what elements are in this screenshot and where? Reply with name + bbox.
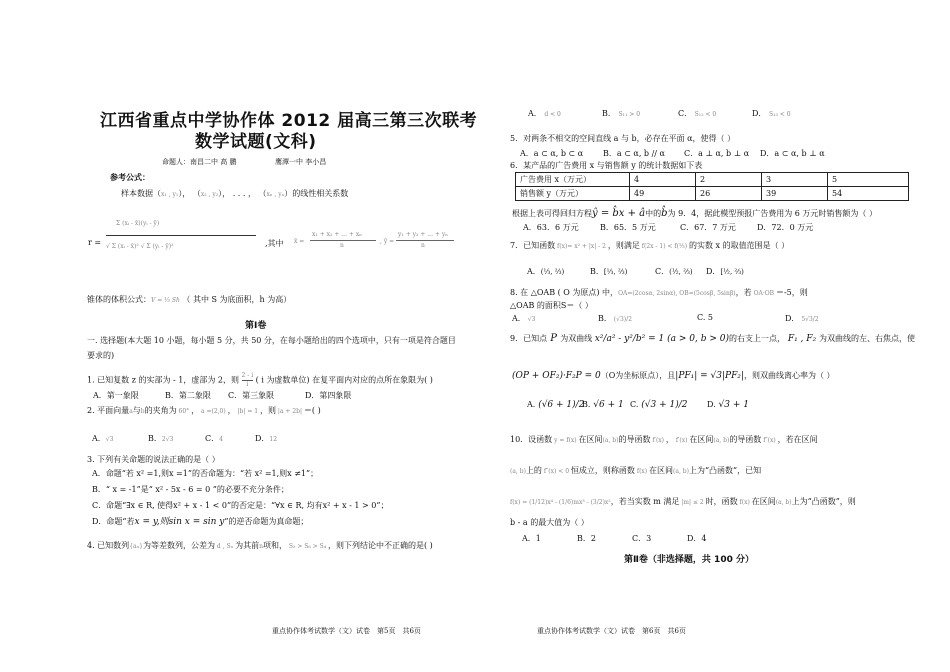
q10-option-a[interactable]: A．1 bbox=[522, 534, 541, 543]
q8-option-c[interactable]: C. 5 bbox=[697, 313, 714, 322]
q7-option-b[interactable]: B．[⅓, ⅔) bbox=[590, 267, 628, 276]
q10-option-d[interactable]: D．4 bbox=[687, 534, 707, 543]
question-7: 7．已知函数 f(x)= x² + |x| - 2 ，则满足 f(2x - 1) < f(⅓) 的实数 x 的取值范围是（ ） bbox=[510, 241, 790, 250]
q1-option-d[interactable]: D．第四象限 bbox=[305, 391, 352, 400]
q10-option-b[interactable]: B．2 bbox=[577, 534, 596, 543]
q4-option-c[interactable]: C． S₁₂ < 0 bbox=[678, 109, 717, 118]
question-10: 10．设函数 y = f(x) 在区间(a, b)的导函数 f′(x) ， f′(x) 在区间(a, b)的导函数 f″(x) ，若在区间 bbox=[510, 435, 818, 444]
exam-subtitle: 数学试题(文科) bbox=[195, 132, 317, 152]
q8-option-a[interactable]: A． √3 bbox=[512, 314, 536, 323]
correlation-formula: r = Σ (xᵢ - x̄)(yᵢ - ȳ) √ Σ (xᵢ - x̄)² √ Σ (yᵢ - ȳ)² ,其中 x̄ = x₁ + x₂ + ... + xₙ n , ȳ = y₁ + y₂ + ... + yₙ n bbox=[88, 218, 408, 274]
q8-body: △OAB 的面积S＝（ ） bbox=[510, 301, 593, 310]
q1-option-a[interactable]: A．第一象限 bbox=[93, 391, 139, 400]
q6-body: 根据上表可得回归方程ŷ = b̂x + â中的b̂为 9．4，据此模型预报广告费用为 6 万元时销售额为（ ） bbox=[512, 208, 877, 219]
q3-option-b[interactable]: B．“ x = -1”是“ x² - 5x - 6 = 0 ”的必要不充分条件； bbox=[92, 485, 289, 494]
q4-option-d[interactable]: D． S₁₃ < 0 bbox=[752, 109, 791, 118]
question-1: 1. 已知复数 z 的实部为 - 1，虚部为 2，则 $\frac{2 - i}{i}$ ( i 为虚数单位) 在复平面内对应的点所在象限为( ) bbox=[87, 372, 433, 388]
question-2: 2. 平面向量a与b的夹角为 60° ， a =(2,0) ， |b| = 1 ，则 |a + 2b| ＝( ) bbox=[87, 406, 321, 415]
table-cell: 销售额 y（万元） bbox=[516, 187, 630, 201]
table-row bbox=[516, 187, 909, 201]
author-1: 命题人：南昌二中 高 鹏 bbox=[162, 158, 237, 166]
instructions-line-2: 要求的) bbox=[87, 351, 115, 360]
table-cell: 26 bbox=[696, 187, 762, 201]
q5-option-b[interactable]: B．a ⊂ α, b // α bbox=[603, 149, 665, 158]
q1-option-c[interactable]: C．第三象限 bbox=[228, 391, 275, 400]
question-9: 9．已知点 P 为双曲线 x²/a² - y²/b² = 1 (a > 0, b > 0)的右支上一点， F₁ , F₂ 为双曲线的左、右焦点，使 bbox=[510, 333, 915, 344]
q3-option-d[interactable]: D．命题“若x = y,则sin x = sin y”的逆否命题为真命题； bbox=[92, 517, 309, 527]
table-row bbox=[516, 173, 909, 187]
q10-line-4: b - a 的最大值为（ ） bbox=[510, 518, 589, 527]
question-3: 3. 下列有关命题的说法正确的是（ ） bbox=[87, 455, 220, 464]
table-cell: 5 bbox=[828, 173, 909, 187]
section-2-heading: 第Ⅱ卷（非选择题，共 100 分） bbox=[624, 555, 754, 565]
q9-option-b[interactable]: B. √6 + 1 bbox=[582, 400, 624, 410]
q6-option-d[interactable]: D．72．0 万元 bbox=[757, 223, 814, 232]
q6-option-b[interactable]: B．65．5 万元 bbox=[600, 223, 656, 232]
table-cell: 49 bbox=[630, 187, 696, 201]
question-8: 8. 在 △OAB ( O 为原点) 中，OA=(2cosα, 2sinα), OB=(5cosβ, 5sinβ)，若 OA·OB ＝-5，则 bbox=[510, 288, 808, 297]
left-footer: 重点协作体考试数学（文）试卷 第5页 共6页 bbox=[272, 627, 421, 635]
q9-option-d[interactable]: D. √3 + 1 bbox=[707, 400, 749, 410]
q9-option-c[interactable]: C. (√3 + 1)/2 bbox=[630, 400, 688, 410]
table-cell: 广告费用 x（万元） bbox=[516, 173, 630, 187]
ad-sales-table bbox=[515, 172, 909, 201]
q5-option-d[interactable]: D．a ⊂ α, b ⊥ α bbox=[760, 149, 825, 158]
section-1-heading: 第Ⅰ卷 bbox=[245, 321, 267, 331]
table-cell: 4 bbox=[630, 173, 696, 187]
reference-label: 参考公式： bbox=[110, 172, 150, 182]
q8-option-b[interactable]: B． (√3)/2 bbox=[598, 314, 632, 323]
author-2: 鹰潭一中 李小昌 bbox=[275, 158, 327, 166]
q3-option-a[interactable]: A．命题“若 x² =1,则x =1”的否命题为：“若 x² =1,则x ≠1”； bbox=[92, 469, 319, 478]
table-cell: 2 bbox=[696, 173, 762, 187]
exam-title: 江西省重点中学协作体 2012 届高三第三次联考 bbox=[100, 111, 478, 131]
volume-formula: 锥体的体积公式：V = ⅓ Sh （ 其中 S 为底面积，h 为高） bbox=[87, 295, 292, 304]
instructions-line-1: 一. 选择题(本大题 10 小题，每小题 5 分，共 50 分，在每小题给出的四个选项中，只有一项是符合题目 bbox=[87, 336, 456, 345]
table-cell: 39 bbox=[762, 187, 828, 201]
sample-data-line: 样本数据（x₁ , y₁）， （x₂ , y₂）， . . . ， （xₙ , yₙ）的线性相关系数 bbox=[121, 189, 349, 198]
q3-option-c[interactable]: C．命题“∃x ∈ R, 使得x² + x - 1 < 0”的否定是：“∀x ∈ R, 均有x² + x - 1 > 0”； bbox=[92, 501, 389, 510]
q8-option-d[interactable]: D． 5√3/2 bbox=[785, 314, 819, 323]
question-6: 6．某产品的广告费用 x 与销售额 y 的统计数据如下表 bbox=[510, 161, 703, 170]
right-footer: 重点协作体考试数学（文）试卷 第6页 共6页 bbox=[537, 627, 686, 635]
question-4: 4. 已知数列{aₙ}为等差数列，公差为 d , Sₙ 为其前n项和， S₅ > S₆ > S₄ ，则下列结论中不正确的是( ) bbox=[87, 541, 433, 550]
q10-line-2: (a, b)上的 f″(x) < 0 恒成立，则称函数 f(x) 在区间(a, b)上为“凸函数”，已知 bbox=[510, 466, 762, 475]
q1-option-b[interactable]: B．第二象限 bbox=[165, 391, 211, 400]
q9-option-a[interactable]: A. (√6 + 1)/2 bbox=[527, 400, 585, 410]
q2-option-b[interactable]: B．2√3 bbox=[148, 434, 174, 443]
table-cell: 3 bbox=[762, 173, 828, 187]
table-cell: 54 bbox=[828, 187, 909, 201]
q7-option-c[interactable]: C．(½, ⅔) bbox=[655, 267, 693, 276]
q5-option-a[interactable]: A．a ⊂ α, b ⊂ α bbox=[520, 149, 584, 158]
question-5: 5．对两条不相交的空间直线 a 与 b，必存在平面 α，使得（ ） bbox=[510, 134, 736, 143]
q10-option-c[interactable]: C．3 bbox=[632, 534, 652, 543]
q5-option-c[interactable]: C．a ⊥ α, b ⊥ α bbox=[684, 149, 750, 158]
q2-option-d[interactable]: D．12 bbox=[255, 434, 278, 443]
q7-option-a[interactable]: A．(⅓, ⅔) bbox=[527, 267, 565, 276]
q4-option-b[interactable]: B． S₁₁ > 0 bbox=[602, 109, 641, 118]
q4-option-a[interactable]: A． d < 0 bbox=[528, 109, 561, 118]
q2-option-a[interactable]: A．√3 bbox=[92, 434, 114, 443]
q9-body: (OP + OF₂)·F₂P = 0（O为坐标原点），且|PF₁| = √3|PF₂|，则双曲线离心率为（ ） bbox=[512, 371, 835, 381]
q6-option-c[interactable]: C．67．7 万元 bbox=[680, 223, 736, 232]
q10-line-3: f(x) = (1/12)x⁴ - (1/6)mx³ - (3/2)x²，若当实数 m 满足 |m| ≤ 2 时，函数 f(x) 在区间(a, b)上为“凸函数”，则 bbox=[510, 497, 856, 506]
q2-option-c[interactable]: C．4 bbox=[205, 434, 223, 443]
q7-option-d[interactable]: D．[½, ⅔) bbox=[706, 267, 744, 276]
q6-option-a[interactable]: A．63．6 万元 bbox=[523, 223, 579, 232]
